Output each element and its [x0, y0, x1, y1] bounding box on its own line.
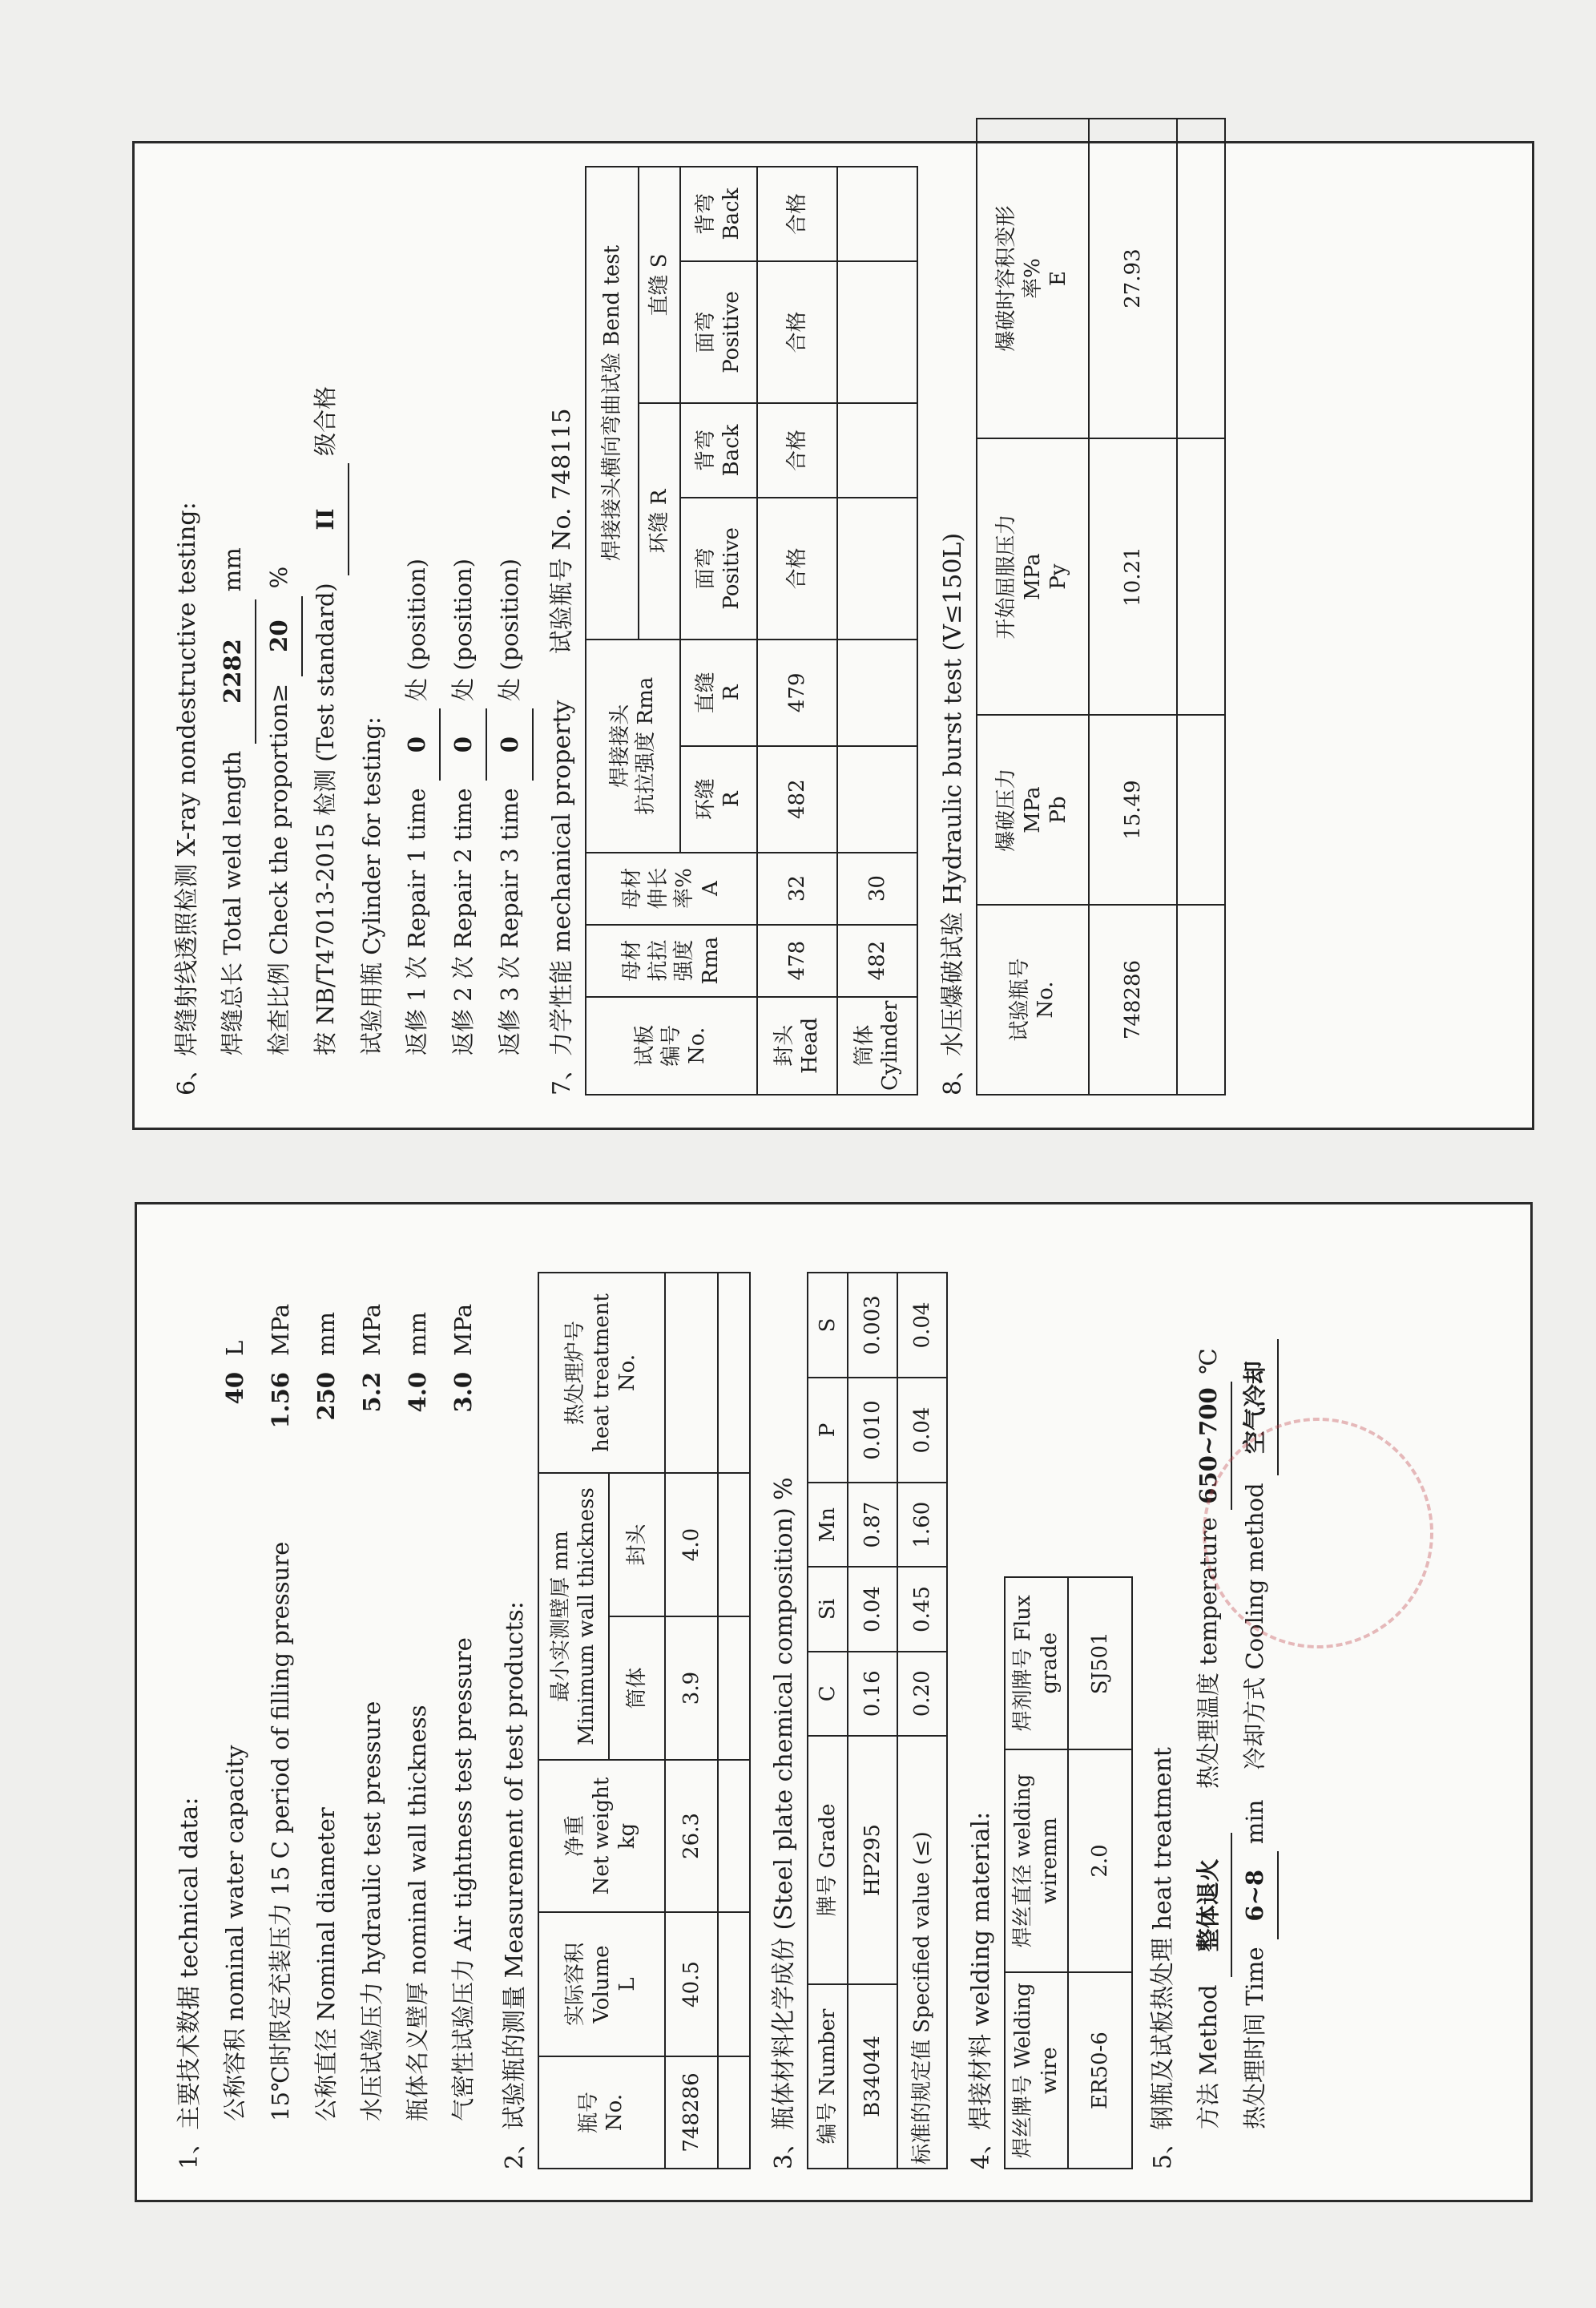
check-proportion-value: 20 [256, 596, 303, 676]
spec-value: 3.0 [449, 1372, 477, 1413]
spec-row [212, 1284, 258, 2169]
col-header-plate-no: 试板 编号 No. [586, 997, 757, 1095]
col-header-s: S [808, 1273, 848, 1378]
col-header-volume: 实际容积 Volume L [538, 1912, 665, 2056]
cell-body: 3.9 [665, 1616, 718, 1760]
repair-suffix: 处 (position) [403, 558, 430, 701]
technical-data-list [212, 1284, 486, 2169]
test-standard-suffix: 级合格 [312, 385, 339, 456]
repair-line [394, 178, 441, 1095]
test-standard-line [303, 178, 349, 1095]
spec-value: 4.0 [404, 1372, 431, 1413]
spec-value: 1.56 [267, 1372, 294, 1429]
cell-s: 0.04 [897, 1273, 947, 1378]
spec-value: 250 [312, 1372, 340, 1421]
repair-line [487, 178, 534, 1095]
heat-treatment-line-2 [1232, 1284, 1279, 2169]
col-header-cylinder-no: 试验瓶号 No. [977, 905, 1089, 1095]
col-header-bend-ring: 环缝 R [639, 403, 680, 640]
cell-c: 0.20 [897, 1652, 947, 1736]
cell-p: 0.010 [848, 1378, 897, 1483]
table-row [897, 1273, 947, 2169]
cell-base-strength: 478 [757, 925, 837, 997]
col-header-straight-back: 背弯 Back [680, 167, 757, 261]
col-header-body: 筒体 [609, 1616, 665, 1760]
check-proportion-unit: % [265, 566, 292, 589]
section-5-heading: 5、钢瓶及试板热处理 heat treatment [1149, 1747, 1177, 2169]
cell-straight-strength [837, 640, 917, 746]
inspection-stamp [1203, 1418, 1433, 1648]
chemical-composition-table [807, 1272, 948, 2169]
table-row [848, 1273, 897, 2169]
spec-unit: mm [404, 1312, 431, 1356]
cell-plate-name: 筒体 Cylinder [837, 997, 917, 1095]
cell-volume-deformation: 27.93 [1089, 119, 1177, 438]
col-header-grade: 牌号 Grade [808, 1736, 848, 1984]
cell-p: 0.04 [897, 1378, 947, 1483]
cell-ring-back: 合格 [757, 403, 837, 498]
welding-material-table [1004, 1576, 1133, 2169]
col-header-straight-face: 面弯 Positive [680, 261, 757, 403]
cell-number: B34044 [848, 1984, 897, 2169]
spec-row [441, 1284, 486, 2169]
col-header-volume-deformation: 爆破时容积变形 率% E [977, 119, 1089, 438]
cool-value: 空气冷却 [1232, 1339, 1279, 1475]
time-unit: min [1241, 1799, 1268, 1845]
cell-weight: 26.3 [665, 1760, 718, 1912]
measurement-table [538, 1272, 751, 2169]
section-7-heading: 7、力学性能 mechanical property [548, 700, 576, 1095]
cell-wire: ER50-6 [1068, 1972, 1132, 2169]
burst-test-table [976, 118, 1226, 1095]
cell-si: 0.04 [848, 1567, 897, 1651]
table-row [665, 1273, 718, 2169]
col-header-number: 编号 Number [808, 1984, 848, 2169]
repair-label: 返修 3 次 Repair 3 time [496, 788, 523, 1055]
cell-ring-back [837, 403, 917, 498]
cell-ring-strength: 482 [757, 746, 837, 853]
total-weld-label: 焊缝总长 Total weld length [219, 750, 246, 1055]
col-header-si: Si [808, 1567, 848, 1651]
temp-unit: ℃ [1195, 1348, 1222, 1374]
section-4-heading: 4、焊接材料 welding material: [967, 1811, 995, 2169]
section-2-heading: 2、试验瓶的测量 Measurement of test products: [501, 1601, 529, 2169]
cell-straight-back: 合格 [757, 167, 837, 261]
spec-label: 水压试验压力 hydraulic test pressure [358, 1701, 385, 2121]
spec-label: 公称直径 Nominal diameter [312, 1807, 340, 2121]
cell-s: 0.003 [848, 1273, 897, 1378]
col-header-bend-test: 焊接接头横向弯曲试验 Bend test [586, 167, 639, 640]
temp-label: 热处理温度 temperature [1195, 1517, 1222, 1790]
cell-c: 0.16 [848, 1652, 897, 1736]
right-page-panel [132, 141, 1534, 1130]
cell-no: 748286 [665, 2056, 718, 2169]
repair-label: 返修 1 次 Repair 1 time [403, 788, 430, 1055]
table-row [718, 1273, 750, 2169]
col-header-base-elongation: 母材 伸长 率% A [586, 853, 757, 925]
cell-ring-face: 合格 [757, 498, 837, 640]
spec-unit: L [221, 1340, 248, 1356]
repair-suffix: 处 (position) [496, 558, 523, 701]
repair-line [441, 178, 487, 1095]
table-row [1177, 119, 1225, 1095]
cell-straight-face [837, 261, 917, 403]
col-header-ring-face: 面弯 Positive [680, 498, 757, 640]
col-header-min-wall: 最小实测壁厚 mm Minimum wall thickness [538, 1473, 609, 1760]
col-header-p: P [808, 1378, 848, 1483]
cell-wire-dia: 2.0 [1068, 1749, 1132, 1973]
spec-unit: MPa [267, 1303, 294, 1356]
col-header-mn: Mn [808, 1483, 848, 1567]
col-header-no: 瓶号 No. [538, 2056, 665, 2169]
cool-label: 冷却方式 Cooling method [1241, 1483, 1268, 1770]
left-page-panel [135, 1202, 1533, 2202]
time-value: 6~8 [1232, 1851, 1279, 1939]
time-label: 热处理时间 Time [1241, 1947, 1268, 2129]
cell-yield-pressure: 10.21 [1089, 438, 1177, 715]
cell-cylinder-no: 748286 [1089, 905, 1177, 1095]
section-6-heading: 6、焊缝射线透照检测 X-ray nondestructive testing: [173, 502, 201, 1095]
repair-value: 0 [487, 708, 534, 781]
method-value: 整体退火 [1186, 1833, 1232, 1977]
section-8-heading: 8、水压爆破试验 Hydraulic burst test (V≤150L) [939, 532, 967, 1095]
left-page-content [137, 1252, 1491, 2201]
col-header-ring-seam: 环缝 R [680, 746, 757, 853]
col-header-straight-seam: 直缝 R [680, 640, 757, 746]
temp-value: 650~700 [1186, 1382, 1232, 1510]
spec-label: 15℃时限定充装压力 15 C period of filling pressure [267, 1541, 294, 2121]
col-header-yield-pressure: 开始屈服压力 MPa Py [977, 438, 1089, 715]
spec-row [258, 1284, 304, 2169]
cell-ring-face [837, 498, 917, 640]
cell-base-elongation: 32 [757, 853, 837, 925]
repair-label: 返修 2 次 Repair 2 time [449, 788, 477, 1055]
total-weld-line [210, 178, 256, 1095]
cell-straight-back [837, 167, 917, 261]
cell-burst-pressure: 15.49 [1089, 715, 1177, 905]
test-cylinder-number: 试验瓶号 No. 748115 [548, 408, 576, 655]
right-page-content [135, 146, 1497, 1128]
col-header-base-strength: 母材 抗拉 强度 Rma [586, 925, 757, 997]
cell-head: 4.0 [665, 1473, 718, 1616]
test-standard-grade: II [303, 463, 349, 575]
test-standard-label: 按 NB/T47013-2015 检测 (Test standard) [312, 583, 339, 1055]
repair-value: 0 [394, 708, 441, 781]
cell-straight-face: 合格 [757, 261, 837, 403]
col-header-bend-straight: 直缝 S [639, 167, 680, 403]
method-label: 方法 Method [1195, 1984, 1222, 2129]
spec-label: 瓶体名义壁厚 nominal wall thickness [404, 1705, 431, 2121]
spec-label: 气密性试验压力 Air tightness test pressure [449, 1637, 477, 2121]
section-7-heading-line [540, 178, 585, 1095]
spec-unit: MPa [358, 1303, 385, 1356]
check-proportion-label: 检查比例 Check the proportion≥ [265, 683, 292, 1055]
cell-flux: SJ501 [1068, 1577, 1132, 1749]
col-header-heat-no: 热处理炉号 heat treatment No. [538, 1273, 665, 1473]
cell-volume: 40.5 [665, 1912, 718, 2056]
col-header-wire-dia: 焊丝直径 welding wiremm [1005, 1749, 1068, 1973]
repair-value: 0 [441, 708, 487, 781]
cell-ring-strength [837, 746, 917, 853]
table-row [1089, 119, 1177, 1095]
spec-value: 40 [221, 1372, 248, 1405]
section-3-heading: 3、瓶体材料化学成份 (Steel plate chemical composition) % [770, 1477, 798, 2169]
cell-plate-name: 封头 Head [757, 997, 837, 1095]
spec-value: 5.2 [358, 1372, 385, 1413]
heat-treatment-line-1 [1186, 1284, 1232, 2169]
col-header-head: 封头 [609, 1473, 665, 1616]
cell-spec-label: 标准的规定值 Specified value (≤) [897, 1736, 947, 2169]
cell-grade: HP295 [848, 1736, 897, 1984]
col-header-ring-back: 背弯 Back [680, 403, 757, 498]
cell-si: 0.45 [897, 1567, 947, 1651]
total-weld-value: 2282 [210, 599, 256, 744]
total-weld-unit: mm [219, 547, 246, 592]
mechanical-property-table [585, 166, 918, 1095]
cell-heat [665, 1273, 718, 1473]
cell-mn: 1.60 [897, 1483, 947, 1567]
col-header-flux: 焊剂牌号 Flux grade [1005, 1577, 1068, 1749]
spec-row [349, 1284, 395, 2169]
table-row [757, 167, 837, 1095]
spec-unit: mm [312, 1312, 340, 1356]
table-row [1068, 1577, 1132, 2169]
cell-base-elongation: 30 [837, 853, 917, 925]
cell-straight-strength: 479 [757, 640, 837, 746]
repair-suffix: 处 (position) [449, 558, 477, 701]
cell-mn: 0.87 [848, 1483, 897, 1567]
table-row [837, 167, 917, 1095]
col-header-wire: 焊丝牌号 Welding wire [1005, 1972, 1068, 2169]
spec-unit: MPa [449, 1303, 477, 1356]
check-proportion-line [256, 178, 303, 1095]
col-header-burst-pressure: 爆破压力 MPa Pb [977, 715, 1089, 905]
spec-row [395, 1284, 441, 2169]
spec-label: 公称容积 nominal water capacity [221, 1745, 248, 2121]
col-header-c: C [808, 1652, 848, 1736]
cell-base-strength: 482 [837, 925, 917, 997]
spec-row [304, 1284, 349, 2169]
cylinder-for-testing: 试验用瓶 Cylinder for testing: [358, 716, 385, 1055]
col-header-joint-strength: 焊接接头 抗拉强度 Rma [586, 640, 680, 853]
col-header-net-weight: 净重 Net weight kg [538, 1760, 665, 1912]
section-1-heading: 1、主要技术数据 technical data: [175, 1797, 204, 2169]
